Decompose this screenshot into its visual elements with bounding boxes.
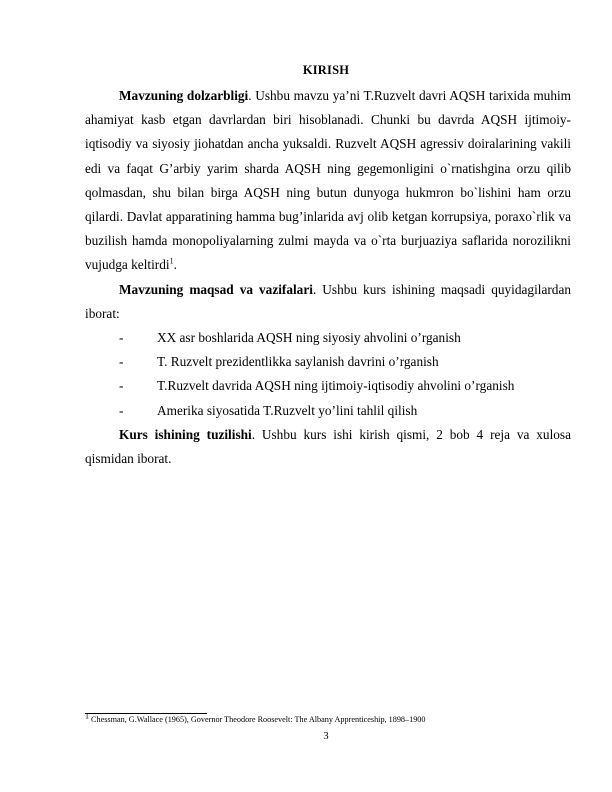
list-item-text: T.Ruzvelt davrida AQSH ning ijtimoiy-iqtisodiy ahvolini o’rganish (157, 378, 515, 394)
goals-heading: Mavzuning maqsad va vazifalari (119, 281, 313, 297)
paragraph-structure (85, 423, 571, 471)
list-item (85, 326, 571, 350)
list-item (85, 374, 571, 398)
structure-text: . Ushbu kurs ishi kirish qismi, 2 bob 4 reja va xulosa qismidan iborat. (85, 426, 571, 467)
list-item (85, 399, 571, 423)
relevance-end: . (173, 257, 177, 273)
footnote-text: Chessman, G.Wallace (1965), Governor Theodore Roosevelt: The Albany Apprenticeship, 1898–1900 (89, 715, 426, 724)
paragraph-goals (85, 278, 571, 326)
list-dash: - (119, 402, 124, 418)
footnote-ref[interactable]: 1 (169, 257, 174, 266)
relevance-heading: Mavzuning dolzarbligi (119, 88, 249, 103)
structure-heading: Kurs ishining tuzilishi (119, 426, 252, 442)
footnote (85, 711, 426, 725)
list-item-text: XX asr boshlarida AQSH ning siyosiy ahvolini o’rganish (157, 330, 461, 346)
page-number: 3 (323, 731, 329, 742)
goals-text: . Ushbu kurs ishining maqsadi quyidagilardan iborat: (85, 281, 571, 321)
list-item (85, 350, 571, 374)
relevance-text: . Ushbu mavzu ya’ni T.Ruzvelt davri AQSH tarixida muhim ahamiyat kasb etgan davrlardan biri hisoblanadi. Chunki bu davrda AQSH ijtimoiy-iqtisodiy va siyosiy jiohatdan ancha yuksaldi. Ruzvelt AQSH agressiv doiralarining vakili edi va faqat G’arbiy yarim sharda AQSH ning gegemonligini o`rnatishgina orzu qilib qolmasdan, shu bilan birga AQSH ning butun dunyoga hukmron bo`lishini ham orzu qilardi. Davlat apparatining hamma bug’inlarida avj olib ketgan korrupsiya, poraxo`rlik va buzilish hamda monopoliyalarning zulmi mayda va o`rta burjuaziya saflarida norozilikni vujudga keltirdi (85, 88, 572, 273)
list-dash: - (119, 354, 124, 370)
document-body (85, 84, 571, 471)
footnote-divider (85, 713, 207, 714)
section-title: KIRISH (302, 63, 350, 77)
list-dash: - (119, 378, 124, 394)
paragraph-relevance (85, 84, 571, 278)
list-item-text: T. Ruzvelt prezidentlikka saylanish davrini o’rganish (157, 354, 439, 370)
list-dash: - (119, 330, 124, 346)
list-item-text: Amerika siyosatida T.Ruzvelt yo’lini tahlil qilish (157, 402, 418, 418)
footnote-number: 1 (85, 711, 89, 721)
